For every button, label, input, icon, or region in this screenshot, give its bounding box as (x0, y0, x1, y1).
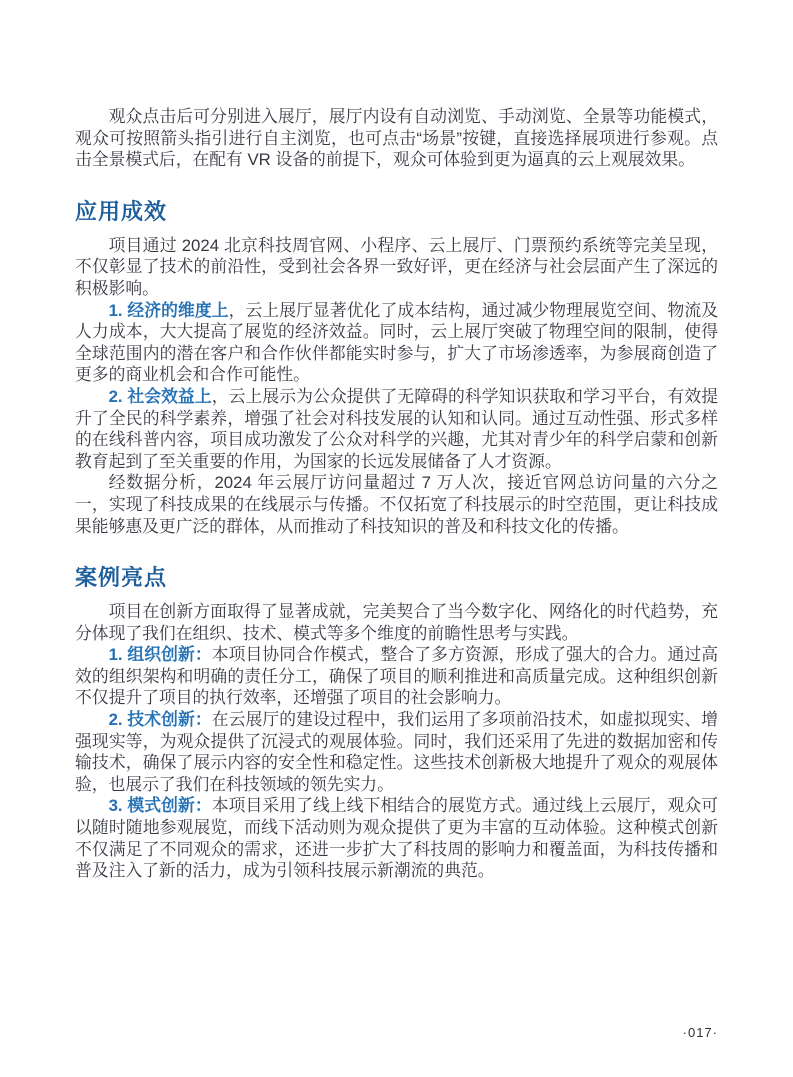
paragraph-social-benefit (75, 386, 718, 472)
paragraph-data-analysis (75, 472, 718, 537)
paragraph-label-social: 2. 社会效益上 (108, 386, 212, 406)
paragraph-innovation-overview (75, 601, 718, 644)
paragraph-text: 本项目协同合作模式，整合了多方资源，形成了强大的合力。通过高效的组织架构和明确的责任分工，确保了项目的顺利推进和高质量完成。这种组织创新不仅提升了项目的执行效率，还增强了项目的社会影响力。 (75, 645, 718, 708)
paragraph-economic-benefit (75, 300, 718, 386)
paragraph-text: ，云上展厅显著优化了成本结构，通过减少物理展览空间、物流及人力成本，大大提高了展览的经济效益。同时，云上展厅突破了物理空间的限制，使得全球范围内的潜在客户和合作伙伴都能实时参与，扩大了市场渗透率，为参展商创造了更多的商业机会和合作可能性。 (75, 300, 718, 385)
paragraph-overview-effects (75, 235, 718, 300)
paragraph-text: 在云展厅的建设过程中，我们运用了多项前沿技术，如虚拟现实、增强现实等，为观众提供了沉浸式的观展体验。同时，我们还采用了先进的数据加密和传输技术，确保了展示内容的安全性和稳定性。这些技术创新极大地提升了观众的观展体验，也展示了我们在科技领域的领先实力。 (75, 710, 718, 794)
paragraph-model-innovation (75, 795, 718, 881)
paragraph-organizational-innovation (75, 644, 718, 709)
paragraph-text: 项目在创新方面取得了显著成就，完美契合了当今数字化、网络化的时代趋势，充分体现了我们在组织、技术、模式等多个维度的前瞻性思考与实践。 (75, 602, 718, 643)
section-heading-case-highlights: 案例亮点 (75, 565, 168, 591)
paragraph-label-technical: 2. 技术创新： (108, 710, 212, 730)
paragraph-label-organizational: 1. 组织创新： (108, 645, 212, 665)
paragraph-text: ，云上展示为公众提供了无障碍的科学知识获取和学习平台，有效提升了全民的科学素养，增强了社会对科技发展的认知和认同。通过互动性强、形式多样的在线科普内容，项目成功激发了公众对科学的兴趣，尤其对青少年的科学启蒙和创新教育起到了至关重要的作用，为国家的长远发展储备了人才资源。 (75, 386, 718, 471)
page-number: ·017· (682, 1025, 718, 1040)
paragraph-label-model: 3. 模式创新： (108, 796, 212, 816)
section-heading-application-effects: 应用成效 (75, 198, 168, 224)
paragraph-text: 本项目采用了线上线下相结合的展览方式。通过线上云展厅，观众可以随时随地参观展览，而线下活动则为观众提供了更为丰富的互动体验。这种模式创新不仅满足了不同观众的需求，还进一步扩大了科技周的影响力和覆盖面，为科技传播和普及注入了新的活力，成为引领科技展示新潮流的典范。 (75, 796, 718, 881)
intro-paragraph: 观众点击后可分别进入展厅，展厅内设有自动浏览、手动浏览、全景等功能模式，观众可按照箭头指引进行自主浏览，也可点击“场景”按键，直接选择展项进行参观。点击全景模式后，在配有 VR 设备的前提下，观众可体验到更为逼真的云上观展效果。 (75, 107, 718, 170)
paragraph-text: 项目通过 2024 北京科技周官网、小程序、云上展厅、门票预约系统等完美呈现，不仅彰显了技术的前沿性，受到社会各界一致好评，更在经济与社会层面产生了深远的积极影响。 (75, 235, 718, 298)
paragraph-text: 经数据分析，2024 年云展厅访问量超过 7 万人次，接近官网总访问量的六分之一，实现了科技成果的在线展示与传播。不仅拓宽了科技展示的时空范围，更让科技成果能够惠及更广泛的群体，从而推动了科技知识的普及和科技文化的传播。 (75, 473, 718, 536)
paragraph-label-economic: 1. 经济的维度上 (108, 300, 229, 320)
paragraph-technical-innovation (75, 709, 718, 795)
